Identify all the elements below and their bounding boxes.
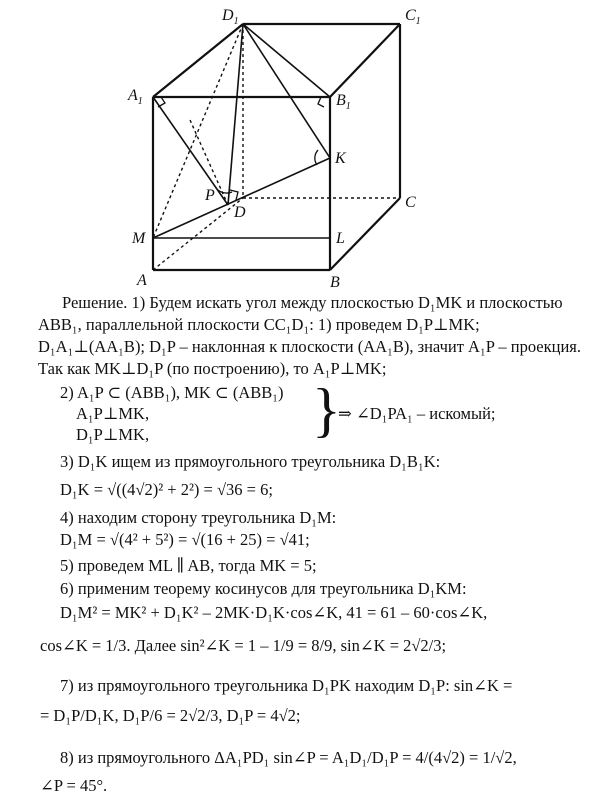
step2-brace: }: [312, 377, 341, 443]
hidden-segment-d1-m: [153, 24, 243, 238]
label-b: B: [330, 274, 340, 290]
segment-d1-k: [243, 24, 330, 158]
segment-d1-a1: [153, 24, 243, 97]
step4-text: 4) находим сторону треугольника D₁M:: [60, 508, 337, 527]
label-a1: $A_1$: [128, 87, 143, 107]
label-b1: $B_1$: [336, 92, 351, 112]
step7-formula: = D₁P/D₁K, D₁P/6 = 2√2/3, D₁P = 4√2;: [40, 706, 301, 725]
step8-result: ∠P = 45°.: [40, 776, 108, 795]
segment-d1-b1: [243, 24, 330, 97]
step6-formula2: cos∠K = 1/3. Далее sin²∠K = 1 – 1/9 = 8/9, sin∠K = 2√2/3;: [40, 636, 447, 655]
label-c: C: [405, 194, 416, 211]
right-angle-b1: [318, 97, 324, 107]
step3-text: 3) D₁K ищем из прямоугольного треугольника D₁B₁K:: [60, 452, 441, 471]
angle-arc-k: [315, 150, 318, 165]
hidden-edge-a-d: [153, 198, 243, 270]
step2-result: ⇒ ∠D₁PA₁ – искомый;: [338, 404, 496, 423]
step2-line1: 2) A₁P ⊂ (ABB₁), MK ⊂ (ABB₁): [60, 383, 284, 402]
step5-text: 5) проведем ML ∥ AB, тогда MK = 5;: [60, 556, 317, 575]
label-d1: $D_1$: [222, 7, 239, 27]
label-a: A: [137, 272, 147, 289]
label-d: D: [234, 204, 246, 221]
edge-b1-c1: [330, 24, 400, 97]
label-l: L: [336, 230, 345, 247]
step2-line3: D₁P⊥MK,: [76, 425, 150, 444]
step8-text: 8) из прямоугольного ΔA₁PD₁ sin∠P = A₁D₁/D₁P = 4/(4√2) = 1/√2,: [60, 748, 517, 767]
cube-figure: [0, 0, 600, 290]
step2-line2: A₁P⊥MK,: [76, 404, 150, 423]
solution-intro: Решение. 1) Будем искать угол между плоскостью D₁MK и плоскостью ABB₁, параллельной плоскости CC₁D₁: 1) проведем D₁P⊥MK; D₁A₁⊥(AA₁B); D₁P – наклонная к плоскости (AA₁B), значит A₁P – проекция. Так как MK⊥D₁P (по построению), то A₁P⊥MK;: [38, 293, 582, 378]
step7-text: 7) из прямоугольного треугольника D₁PK находим D₁P: sin∠K =: [60, 676, 513, 695]
label-m: M: [132, 230, 146, 247]
step4-formula: D₁M = √(4² + 5²) = √(16 + 25) = √41;: [60, 530, 310, 549]
segment-a1-p: [153, 97, 228, 205]
label-p: P: [205, 187, 215, 204]
step6-formula1: D₁M² = MK² + D₁K² – 2MK·D₁K·cos∠K, 41 = 61 – 60·cos∠K,: [60, 603, 488, 622]
step6-text: 6) применим теорему косинусов для треугольника D₁KM:: [60, 579, 467, 598]
step3-formula: D₁K = √((4√2)² + 2²) = √36 = 6;: [60, 480, 273, 499]
segment-d1-p: [228, 24, 243, 205]
label-c1: $C_1$: [405, 7, 421, 27]
right-angle-p: [230, 190, 238, 200]
label-k: K: [335, 150, 346, 167]
